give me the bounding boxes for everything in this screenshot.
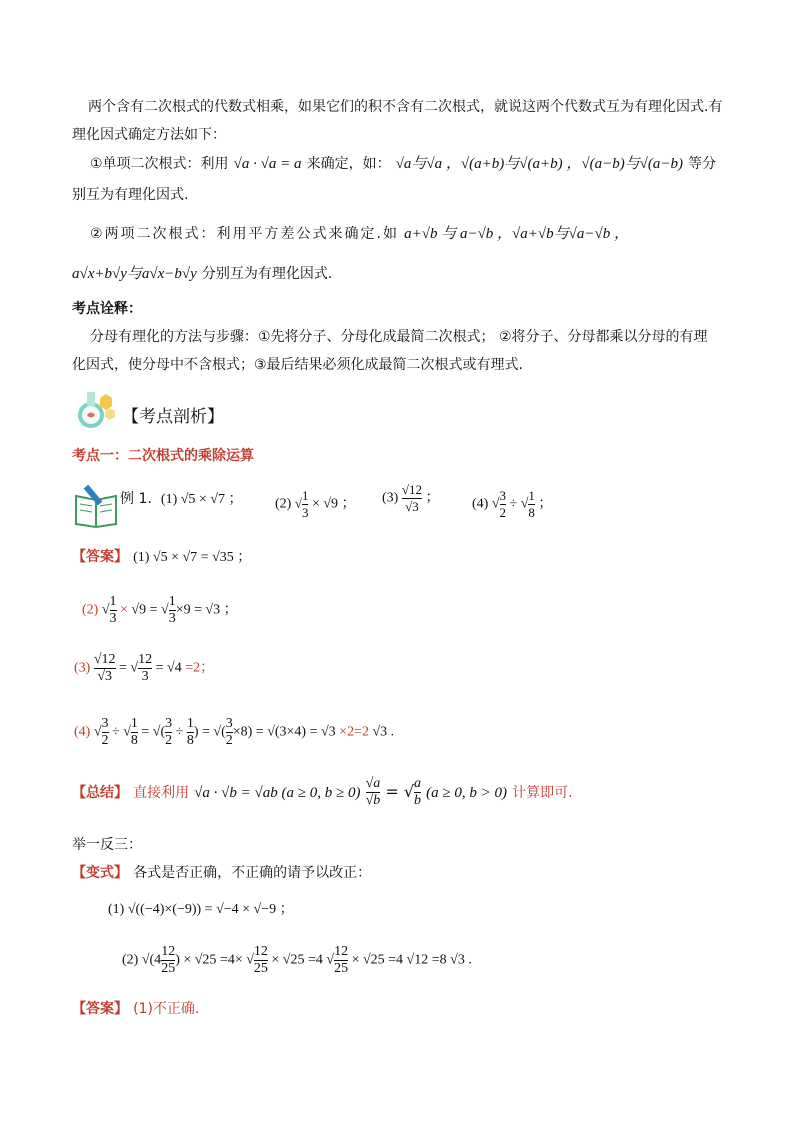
summary-text-1: 直接利用 [133,785,190,801]
example1-part4: (4) √ $\frac{3}{2}$ ÷ √ $\frac{1}{8}$ ； [472,488,553,520]
practice-q1: (1) √((−4)×(−9)) = √−4 × √−9 ； [108,902,294,917]
item1-line [90,152,716,173]
practice-question-line [72,862,371,882]
book-pencil-icon [72,482,120,528]
item1-examples: √a与√a ，√(a+b)与√(a+b) ，√(a−b)与√(a−b) [395,156,684,172]
intro-line-2: 理化因式确定方法如下： [72,127,226,143]
item1-line-2: 别互为有理化因式. [72,187,189,203]
item2-suffix: 分别互为有理化因式. [201,266,333,282]
answer-4: (4) √ $\frac{3}{2}$ ÷ √ $\frac{1}{8}$ = √( $\frac{3}{2}$ ÷ $\frac{1}{8}$ ) = √( $\frac{3}{2}$ ×8) = √(3×4) = √3 ×2=2 √3 . [74,716,395,748]
summary-line: 【总结】 直接利用 √a · √b = √ab (a ≥ 0, b ≥ 0) $\frac{√a}{√b}$ = √ $\frac{a}{b}$ (a ≥ 0, b > 0) 计算即可. [72,776,573,808]
answer-line-1 [72,546,251,566]
item1-prefix: ①单项二次根式：利用 [90,156,229,172]
item2-formula: a√x+b√y与a√x−b√y [72,266,197,282]
section-title: 【考点剖析】 [122,407,224,427]
example1-part2: (2) √ $\frac{1}{3}$ × √9 ； [275,488,356,520]
practice-answer-tag: 【答案】 [72,1001,128,1017]
summary-formula-2: (a ≥ 0, b > 0) [426,785,507,801]
answer-tag: 【答案】 [72,549,128,565]
intro-line-1: 两个含有二次根式的代数式相乘，如果它们的积不含有二次根式，就说这两个代数式互为有理化因式.有 [88,99,723,115]
section-subtitle: 考点一：二次根式的乘除运算 [72,448,254,464]
answer-1: (1) √5 × √7 = √35 ； [133,550,252,565]
summary-formula-1: √a · √b = √ab (a ≥ 0, b ≥ 0) [194,785,361,801]
flask-icon [74,388,120,430]
practice-title: 举一反三： [72,837,142,853]
item2-line-2 [72,262,332,283]
item1-formula: √a · √a = a [233,156,302,172]
kaodian-zhushi-title: 考点诠释： [72,301,142,317]
item2-prefix: ②两项二次根式：利用平方差公式来确定.如 [90,226,399,242]
practice-tag: 【变式】 [72,865,128,881]
summary-tag: 【总结】 [72,785,128,801]
kaodian-zhushi-line-2: 化因式，使分母中不含根式；③最后结果必须化成最简二次根式或有理式. [72,357,523,373]
item2-line [90,222,629,243]
item1-suffix: 等分 [688,156,717,172]
summary-text-2: 计算即可. [512,785,573,801]
answer-2: (2) √ $\frac{1}{3}$ × √9 = √ $\frac{1}{3}$ ×9 = √3 ； [82,594,238,626]
example1-part1: (1) √5 × √7 ； [160,492,243,507]
practice-q2: (2) √(4 $\frac{12}{25}$ ) × √25 =4× √ $\frac{12}{25}$ × √25 =4 √ $\frac{12}{25}$ × √25 =4 √12 =8 √3 . [122,944,472,976]
item1-mid: 来确定，如： [306,156,391,172]
answer-3: (3) $\frac{√12}{√3}$ = √ $\frac{12}{3}$ = √4 =2； [74,652,215,684]
practice-question: 各式是否正确，不正确的请予以改正： [133,865,372,881]
item2-examples: a+√b 与 a−√b ，√a+√b与√a−√b ， [404,226,629,242]
kaodian-zhushi-line-1: 分母有理化的方法与步骤：①先将分子、分母化成最简二次根式； ②将分子、分母都乘以分母的有理 [90,329,708,345]
example1-row [120,488,243,508]
practice-answer-line [72,998,199,1018]
example1-label: 例 1. [120,491,152,507]
example1-part3: (3) $\frac{√12}{√3}$ ； [382,482,440,514]
practice-answer-text: (1)不正确. [133,1001,200,1017]
